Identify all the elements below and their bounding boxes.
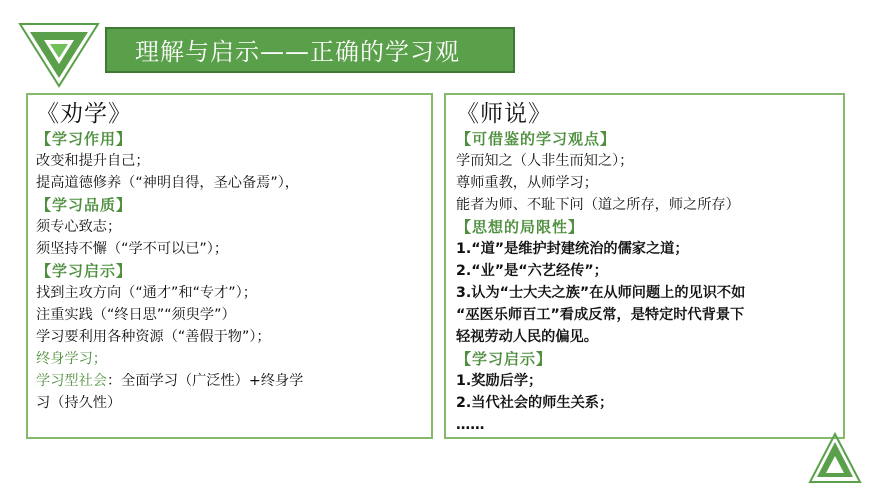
shishuo-text-line: 2.“业”是“六艺经传”； bbox=[456, 263, 608, 279]
learning-society-line bbox=[36, 370, 303, 392]
shishuo-section-heading: 【学习启示】 bbox=[456, 350, 553, 368]
quanxue-section-heading: 【学习作用】 bbox=[36, 130, 133, 148]
learning-society-label: 学习型社会 bbox=[36, 373, 107, 389]
triangle-decoration-bottom-right bbox=[808, 432, 862, 484]
shishuo-text-line: 能者为师、不耻下问（道之所存，师之所存） bbox=[456, 197, 740, 213]
quanxue-text-line: 学习要利用各种资源（“善假于物”）； bbox=[36, 329, 271, 345]
shishuo-text-line: 学而知之（人非生而知之）； bbox=[456, 153, 634, 169]
shishuo-text-line: 轻视劳动人民的偏见。 bbox=[456, 329, 598, 345]
quanxue-section-heading: 【学习启示】 bbox=[36, 262, 133, 280]
page-title: 理解与启示——正确的学习观 bbox=[105, 27, 515, 73]
learning-society-continuation: 习（持久性） bbox=[36, 395, 122, 411]
quanxue-text-line: 终身学习； bbox=[36, 351, 107, 367]
quanxue-text-line: 注重实践（“终日思”“须臾学”） bbox=[36, 307, 236, 323]
shishuo-text-line: 1.奖励后学； bbox=[456, 373, 543, 389]
quanxue-text-line: 改变和提升自己； bbox=[36, 153, 150, 169]
shishuo-section-heading: 【可借鉴的学习观点】 bbox=[456, 130, 617, 148]
quanxue-text-line: 须专心致志； bbox=[36, 219, 122, 235]
quanxue-section-heading: 【学习品质】 bbox=[36, 196, 133, 214]
quanxue-text-line: 提高道德修养（“神明自得，圣心备焉”）， bbox=[36, 175, 299, 191]
shishuo-text-line: 3.认为“士大夫之族”在从师问题上的见识不如 bbox=[456, 285, 746, 301]
shishuo-title: 《师说》 bbox=[456, 101, 552, 127]
quanxue-panel bbox=[26, 93, 433, 439]
shishuo-text-line: “巫医乐师百工”看成反常，是特定时代背景下 bbox=[456, 307, 745, 323]
shishuo-section-heading: 【思想的局限性】 bbox=[456, 218, 585, 236]
quanxue-text-line: 找到主攻方向（“通才”和“专才”）； bbox=[36, 285, 257, 301]
quanxue-title: 《劝学》 bbox=[36, 101, 132, 127]
learning-society-text: ：全面学习（广泛性）+终身学 bbox=[106, 373, 304, 389]
quanxue-text-line: 须坚持不懈（“学不可以已”）； bbox=[36, 241, 229, 257]
shishuo-text-line: 尊师重教，从师学习； bbox=[456, 175, 598, 191]
shishuo-text-line: …… bbox=[456, 417, 485, 433]
shishuo-text-line: 2.当代社会的师生关系； bbox=[456, 395, 614, 411]
triangle-decoration-top-left bbox=[18, 22, 100, 88]
shishuo-panel bbox=[444, 93, 845, 439]
shishuo-text-line: 1.“道”是维护封建统治的儒家之道； bbox=[456, 241, 689, 257]
